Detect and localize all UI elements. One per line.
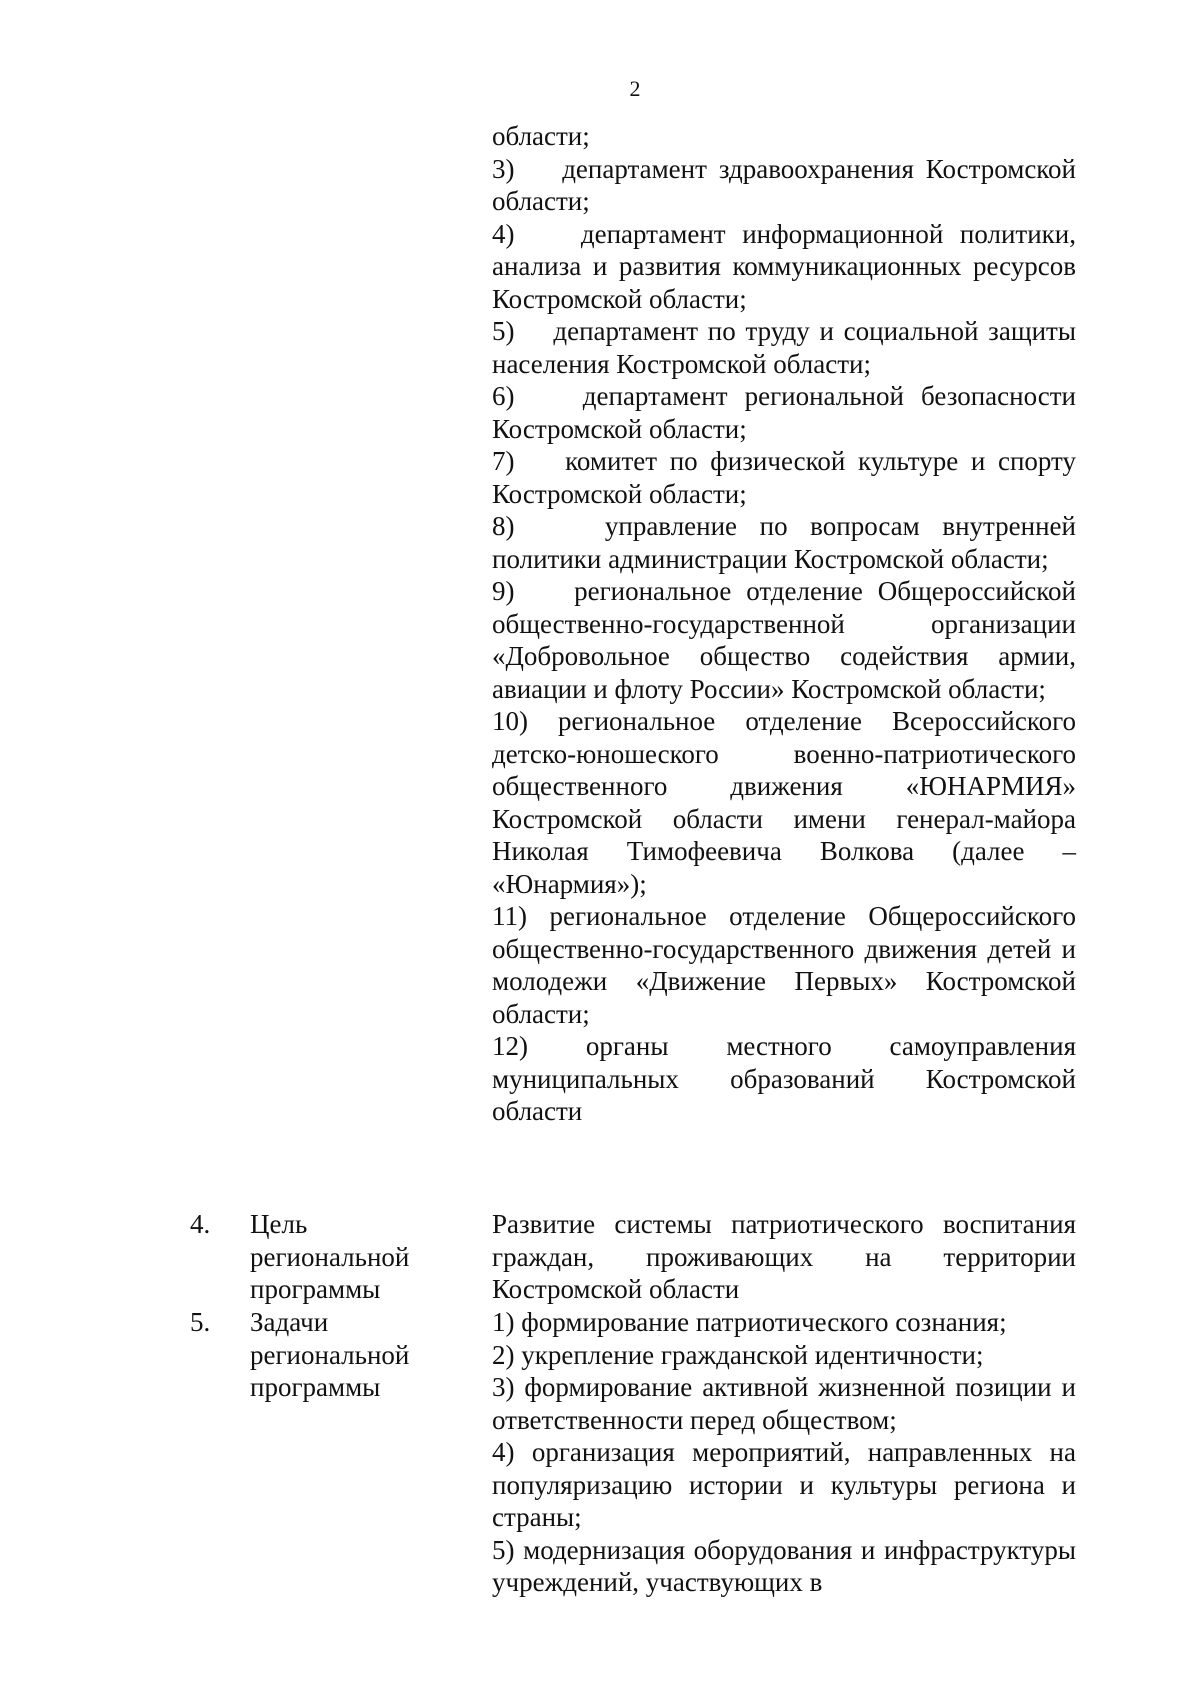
participant-item: 8) управление по вопросам внутренней политики администрации Костромской области;	[492, 511, 1076, 574]
task-item: 4) организация мероприятий, направленных на популяризацию истории и культуры региона и страны;	[492, 1437, 1076, 1532]
row-label-tasks: Задачи региональной программы	[250, 1307, 410, 1402]
participant-item: 4) департамент информационной политики, анализа и развития коммуникационных ресурсов Костромской области;	[492, 218, 1076, 314]
participants-list	[492, 120, 1076, 1128]
participant-item: 3) департамент здравоохранения Костромской области;	[492, 153, 1076, 216]
row-number: 4.	[190, 1209, 211, 1239]
participant-item: области;	[492, 121, 590, 151]
participant-item: 6) департамент региональной безопасности Костромской области;	[492, 381, 1076, 444]
goal-text: Развитие системы патриотического воспитания граждан, проживающих на территории Костромской области	[492, 1209, 1076, 1304]
task-item: 1) формирование патриотического сознания;	[492, 1307, 1007, 1337]
task-item: 5) модернизация оборудования и инфраструктуры учреждений, участвующих в	[492, 1534, 1076, 1597]
participant-item: 10) региональное отделение Всероссийского детско-юношеского военно-патриотического общественного движения «ЮНАРМИЯ» Костромской области имени генерал-майора Николая Тимофеевича Волкова (далее – «Юнармия»);	[492, 706, 1076, 899]
page-number: 2	[629, 76, 641, 101]
row-number: 5.	[190, 1307, 211, 1337]
participant-item: 9) региональное отделение Общероссийской общественно-государственной организации «Добровольное общество содействия армии, авиации и флоту России» Костромской области;	[492, 576, 1076, 704]
row-text-tasks	[492, 1306, 1076, 1599]
row-label-goal: Цель региональной программы	[250, 1209, 410, 1304]
participant-item: 11) региональное отделение Общероссийского общественно-государственного движения детей и молодежи «Движение Первых» Костромской области;	[492, 901, 1076, 1029]
participant-item: 7) комитет по физической культуре и спорту Костромской области;	[492, 446, 1076, 509]
row-text-goal	[492, 1208, 1076, 1306]
participant-item: 12) органы местного самоуправления муниципальных образований Костромской области	[492, 1031, 1076, 1126]
participant-item: 5) департамент по труду и социальной защиты населения Костромской области;	[492, 316, 1076, 379]
task-item: 3) формирование активной жизненной позиции и ответственности перед обществом;	[492, 1372, 1076, 1435]
task-item: 2) укрепление гражданской идентичности;	[492, 1339, 984, 1370]
